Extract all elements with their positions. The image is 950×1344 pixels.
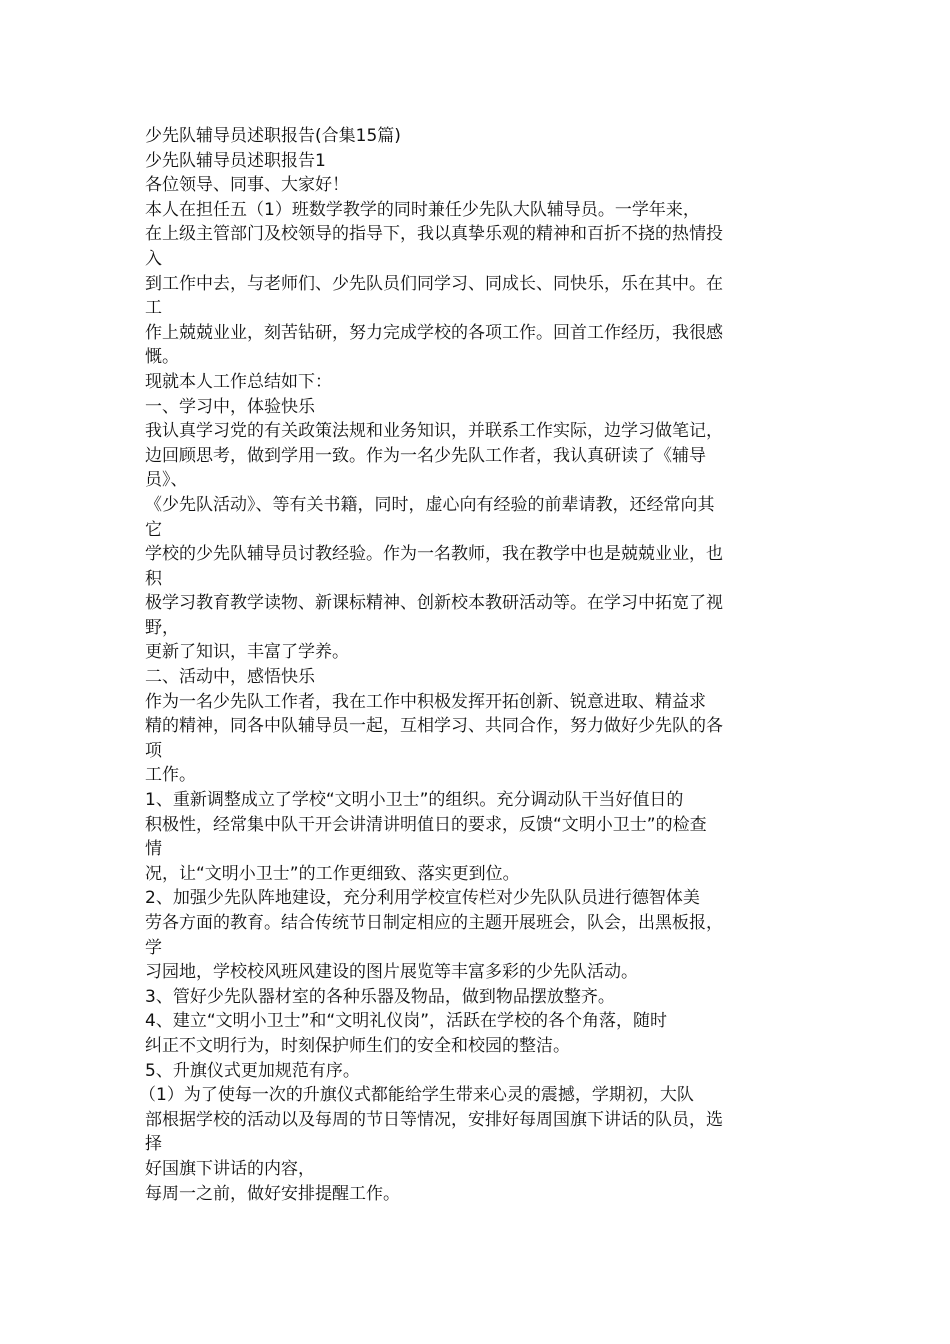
text-line: 工作。 <box>145 765 196 786</box>
text-line: 精的精神，同各中队辅导员一起，互相学习、共同合作，努力做好少先队的各 <box>145 716 723 737</box>
text-line: 一、学习中，体验快乐 <box>145 396 315 417</box>
text-line: 项 <box>145 740 162 761</box>
document-title: 少先队辅导员述职报告(合集15篇) <box>145 126 401 146</box>
text-line: 现就本人工作总结如下： <box>145 371 332 392</box>
text-line: 野， <box>145 617 179 638</box>
text-line: 部根据学校的活动以及每周的节日等情况，安排好每周国旗下讲话的队员，选 <box>145 1109 723 1130</box>
text-line: 各位领导、同事、大家好！ <box>145 175 349 196</box>
text-line: 情 <box>145 839 162 860</box>
text-line: 员》、 <box>145 470 188 491</box>
text-line: 它 <box>145 519 162 540</box>
text-line: 好国旗下讲话的内容， <box>145 1158 315 1179</box>
document-body <box>139 124 815 1206</box>
text-line: 边回顾思考，做到学用一致。作为一名少先队工作者，我认真研读了《辅导 <box>145 445 706 466</box>
text-line: 更新了知识，丰富了学养。 <box>145 642 349 663</box>
text-line: 5、升旗仪式更加规范有序。 <box>145 1060 360 1081</box>
text-line: 积 <box>145 568 162 589</box>
text-line: 到工作中去，与老师们、少先队员们同学习、同成长、同快乐，乐在其中。在 <box>145 273 723 294</box>
text-line: 4、建立“文明小卫士”和“文明礼仪岗”，活跃在学校的各个角落，随时 <box>145 1011 668 1032</box>
text-line: 在上级主管部门及校领导的指导下，我以真挚乐观的精神和百折不挠的热情投 <box>145 224 723 245</box>
text-line: 3、管好少先队器材室的各种乐器及物品，做到物品摆放整齐。 <box>145 986 615 1007</box>
text-line: 况，让“文明小卫士”的工作更细致、落实更到位。 <box>145 863 520 884</box>
text-line: 我认真学习党的有关政策法规和业务知识，并联系工作实际，边学习做笔记， <box>145 421 723 442</box>
section-heading: 少先队辅导员述职报告1 <box>145 150 326 171</box>
text-line: 作为一名少先队工作者，我在工作中积极发挥开拓创新、锐意进取、精益求 <box>145 691 706 712</box>
text-line: 择 <box>145 1134 162 1155</box>
text-line: 积极性，经常集中队干开会讲清讲明值日的要求，反馈“文明小卫士”的检查 <box>145 814 707 835</box>
text-line: 2、加强少先队阵地建设，充分利用学校宣传栏对少先队队员进行德智体美 <box>145 888 700 909</box>
text-line: （1）为了使每一次的升旗仪式都能给学生带来心灵的震撼，学期初，大队 <box>139 1085 694 1106</box>
text-line: 本人在担任五（1）班数学教学的同时兼任少先队大队辅导员。一学年来， <box>145 199 700 220</box>
text-line: 慨。 <box>145 347 179 368</box>
text-line: 每周一之前，做好安排提醒工作。 <box>145 1183 400 1204</box>
text-line: 工 <box>145 298 162 319</box>
text-line: 纠正不文明行为，时刻保护师生们的安全和校园的整洁。 <box>145 1035 570 1056</box>
text-line: 学 <box>145 937 162 958</box>
text-line: 《少先队活动》、等有关书籍，同时，虚心向有经验的前辈请教，还经常向其 <box>145 494 715 515</box>
text-line: 学校的少先队辅导员讨教经验。作为一名教师，我在教学中也是兢兢业业，也 <box>145 544 723 565</box>
text-line: 入 <box>145 248 162 269</box>
text-line: 二、活动中，感悟快乐 <box>145 667 315 688</box>
text-line: 1、重新调整成立了学校“文明小卫士”的组织。充分调动队干当好值日的 <box>145 790 684 811</box>
text-line: 劳各方面的教育。结合传统节日制定相应的主题开展班会，队会，出黑板报， <box>145 913 723 933</box>
text-line: 习园地，学校校风班风建设的图片展览等丰富多彩的少先队活动。 <box>145 962 638 983</box>
text-line: 作上兢兢业业，刻苦钻研，努力完成学校的各项工作。回首工作经历，我很感 <box>145 322 723 343</box>
text-line: 极学习教育教学读物、新课标精神、创新校本教研活动等。在学习中拓宽了视 <box>145 593 723 614</box>
